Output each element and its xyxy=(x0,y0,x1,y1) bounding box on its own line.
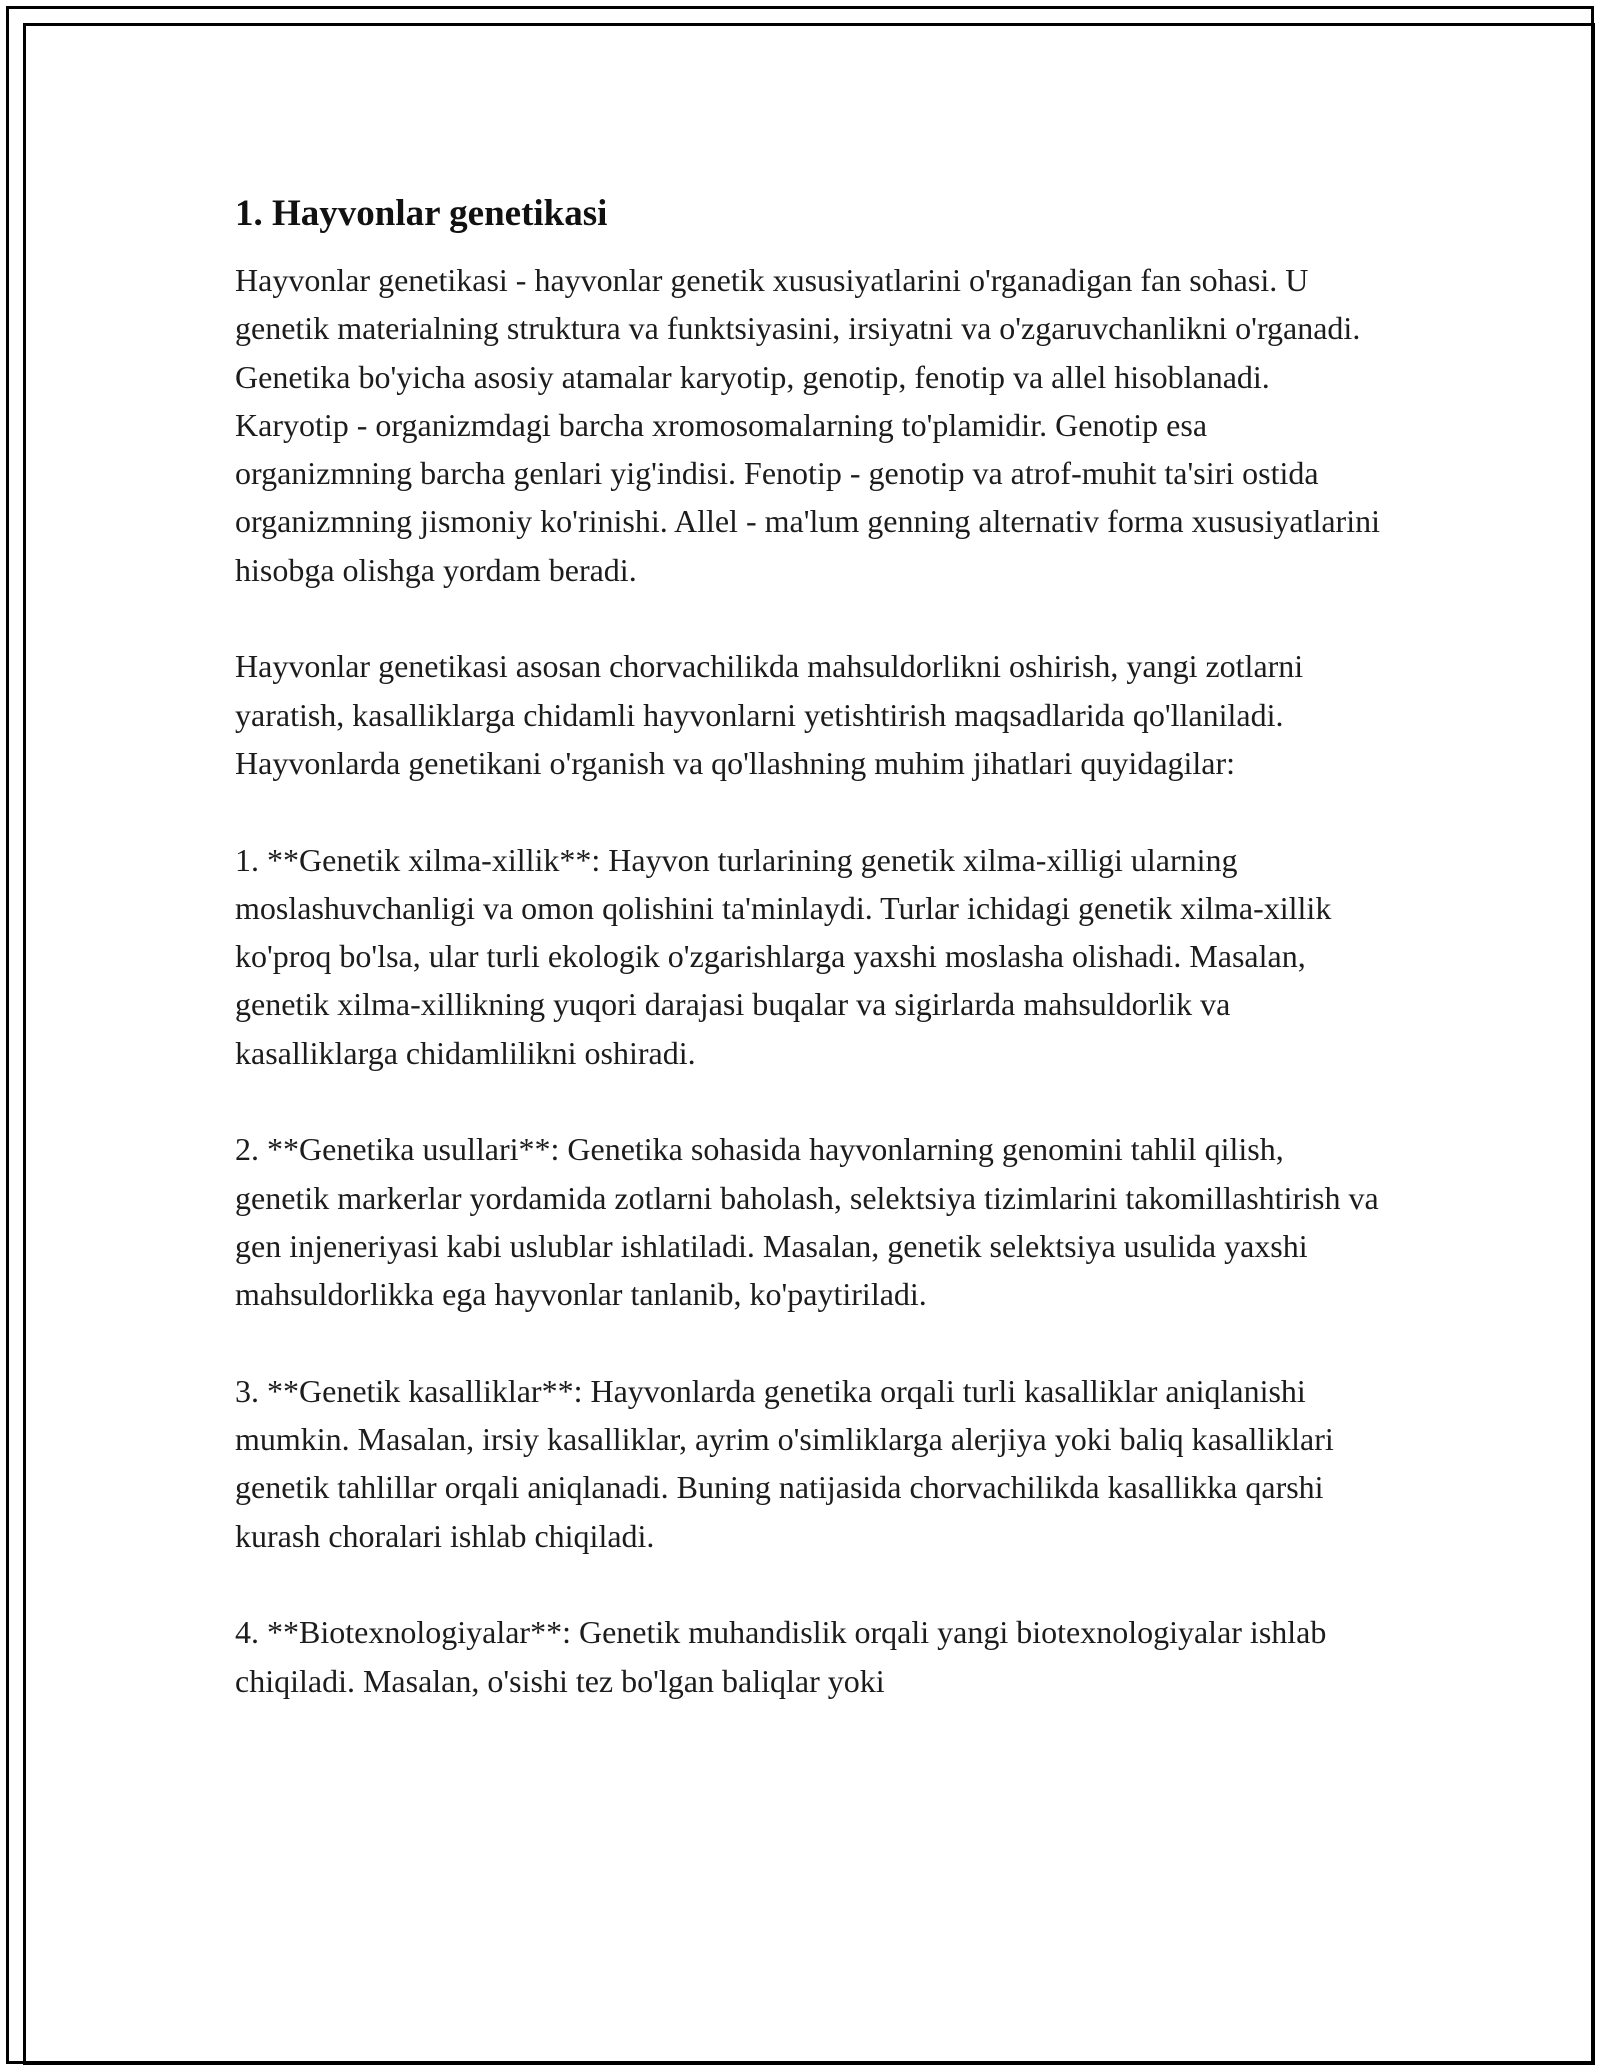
document-body xyxy=(235,190,1380,1705)
paragraph-intro: Hayvonlar genetikasi - hayvonlar genetik xususiyatlarini o'rganadigan fan sohasi. U genetik materialning struktura va funktsiyasini, irsiyatni va o'zgaruvchanlikni o'rganadi. Genetika bo'yicha asosiy atamalar karyotip, genotip, fenotip va allel hisoblanadi. Karyotip - organizmdagi barcha xromosomalarning to'plamidir. Genotip esa organizmning barcha genlari yig'indisi. Fenotip - genotip va atrof-muhit ta'siri ostida organizmning jismoniy ko'rinishi. Allel - ma'lum genning alternativ forma xususiyatlarini hisobga olishga yordam beradi. xyxy=(235,262,1380,588)
list-item-genetic-diseases: 3. **Genetik kasalliklar**: Hayvonlarda genetika orqali turli kasalliklar aniqlanishi mumkin. Masalan, irsiy kasalliklar, ayrim o'simliklarga alerjiya yoki baliq kasalliklari genetik tahlillar orqali aniqlanadi. Buning natijasida chorvachilikda kasallikka qarshi kurash choralari ishlab chiqiladi. xyxy=(235,1372,1334,1554)
list-item-genetic-diversity: 1. **Genetik xilma-xillik**: Hayvon turlarining genetik xilma-xilligi ularning moslashuvchanligi va omon qolishini ta'minlaydi. Turlar ichidagi genetik xilma-xillik ko'proq bo'lsa, ular turli ekologik o'zgarishlarga yaxshi moslasha olishadi. Masalan, genetik xilma-xillikning yuqori darajasi buqalar va sigirlarda mahsuldorlik va kasalliklarga chidamlilikni oshiradi. xyxy=(235,841,1332,1071)
paragraph-applications: Hayvonlar genetikasi asosan chorvachilikda mahsuldorlikni oshirish, yangi zotlarni yaratish, kasalliklarga chidamli hayvonlarni yetishtirish maqsadlarida qo'llaniladi. Hayvonlarda genetikani o'rganish va qo'llashning muhim jihatlari quyidagilar: xyxy=(235,648,1304,781)
list-item-genetic-methods: 2. **Genetika usullari**: Genetika sohasida hayvonlarning genomini tahlil qilish, genetik markerlar yordamida zotlarni baholash, selektsiya tizimlarini takomillashtirish va gen injeneriyasi kabi uslublar ishlatiladi. Masalan, genetik selektsiya usulida yaxshi mahsuldorlikka ega hayvonlar tanlanib, ko'paytiriladi. xyxy=(235,1131,1379,1313)
document-title: 1. Hayvonlar genetikasi xyxy=(235,193,608,234)
list-item-biotechnologies: 4. **Biotexnologiyalar**: Genetik muhandislik orqali yangi biotexnologiyalar ishlab chiqiladi. Masalan, o'sishi tez bo'lgan baliqlar yoki xyxy=(235,1614,1327,1699)
